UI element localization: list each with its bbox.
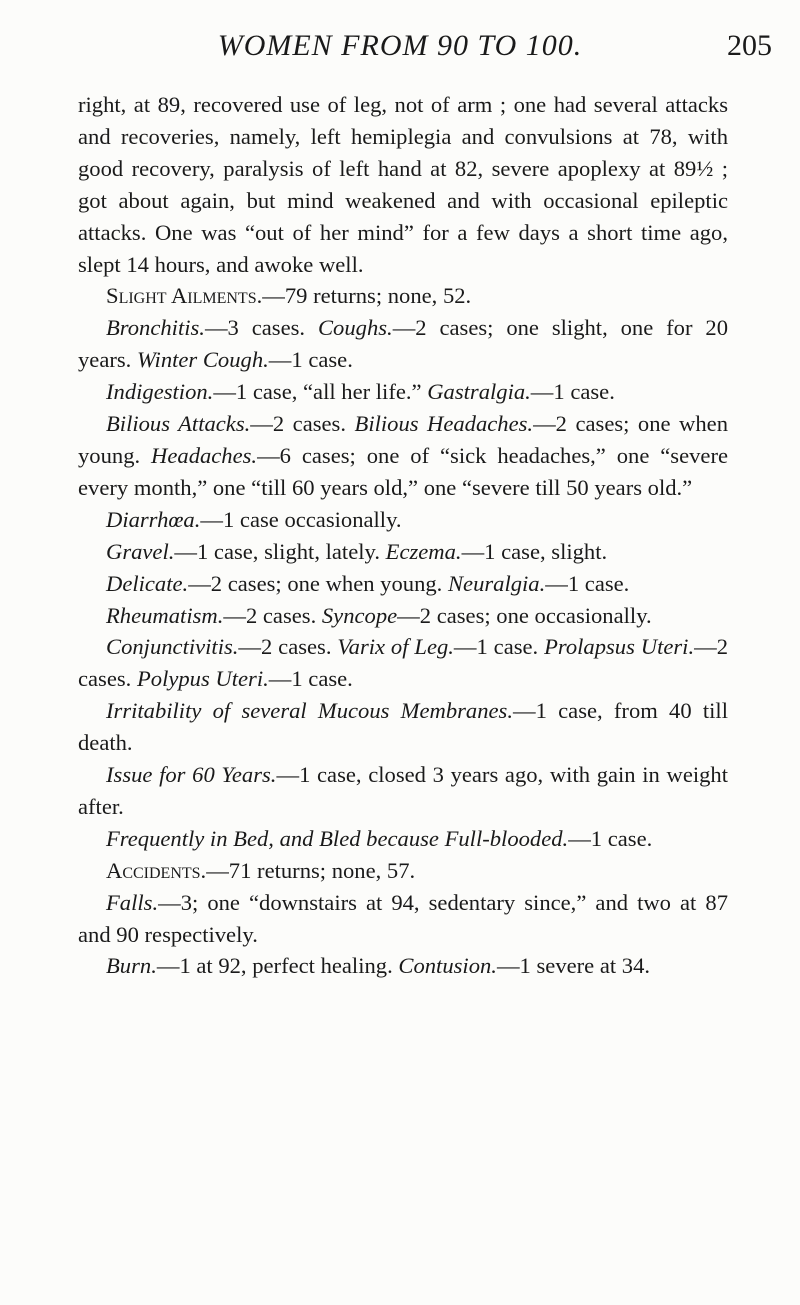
- ailment-text: —1 case, closed 3 years ago, with gain in weight after.: [78, 762, 729, 819]
- ailment-term: Neuralgia.: [447, 570, 546, 596]
- entry-bilious-headaches: [78, 408, 728, 504]
- entry-conjunctivitis: [78, 631, 728, 695]
- ailment-term: Winter Cough.: [136, 347, 269, 373]
- ailment-term: Eczema.: [385, 538, 462, 564]
- ailment-term: Indigestion.: [106, 379, 214, 405]
- section-heading: Slight Ailments.: [106, 283, 263, 309]
- running-title: WOMEN FROM 90 TO 100.: [217, 29, 583, 62]
- ailment-text: —2 cases; one slight, one for 20 years.: [78, 315, 728, 373]
- ailment-text: —1 case.: [268, 666, 353, 692]
- ailment-term: Irritability of several Mucous Membranes.: [106, 698, 514, 724]
- ailment-text: —3; one “downstairs at 94, sedentary since,” and two at 87 and 90 respectively.: [78, 889, 728, 947]
- ailment-term: Contusion.: [398, 953, 497, 979]
- ailment-term: Coughs.: [317, 315, 393, 341]
- ailment-text: —2 cases.: [78, 634, 728, 692]
- ailment-text: —1 case occasionally.: [200, 506, 402, 532]
- ailment-text: —1 case.: [268, 347, 353, 373]
- section-slight-ailments: [78, 280, 728, 312]
- ailment-text: —2 cases.: [250, 411, 355, 437]
- entry-bronchitis-coughs: [78, 312, 728, 376]
- ailment-term: Gastralgia.: [427, 379, 531, 405]
- ailment-term: Varix of Leg.: [337, 634, 454, 660]
- ailment-term: Burn.: [106, 953, 157, 979]
- ailment-term: Syncope: [321, 602, 398, 628]
- ailment-term: Gravel.: [106, 538, 175, 564]
- ailment-text: —2 cases; one when young.: [78, 411, 728, 468]
- ailment-text: —1 case, slight.: [461, 538, 608, 564]
- entry-diarrhoea: [78, 504, 728, 536]
- entry-frequently-in-bed: [78, 823, 728, 855]
- ailment-term: Falls.: [106, 889, 159, 915]
- section-text: —79 returns; none, 52.: [262, 283, 472, 309]
- ailment-term: Prolapsus Uteri.: [544, 634, 695, 660]
- ailment-text: —6 cases; one of “sick headaches,” one “severe every month,” one “till 60 years old,” one “severe till 50 years old.”: [78, 442, 729, 500]
- section-heading: Accidents.: [106, 857, 207, 883]
- ailment-term: Polypus Uteri.: [136, 666, 269, 692]
- section-accidents: [78, 855, 728, 887]
- page-number: 205: [727, 29, 772, 62]
- ailment-term: Delicate.: [106, 570, 189, 596]
- ailment-term: Rheumatism.: [106, 602, 224, 628]
- ailment-text: —1 case.: [453, 634, 545, 660]
- ailment-text: —1 case, “all her life.”: [213, 379, 428, 405]
- page-header: [0, 26, 800, 66]
- ailment-term: Conjunctivitis.: [106, 634, 239, 660]
- ailment-text: —1 case, from 40 till death.: [78, 698, 728, 756]
- ailment-text: —2 cases; one when young.: [188, 570, 448, 596]
- section-text: —71 returns; none, 57.: [206, 857, 416, 883]
- ailment-term: Frequently in Bed, and Bled because Full-blooded.: [106, 825, 569, 851]
- entry-gravel-eczema: [78, 536, 728, 568]
- ailment-text: —1 case, slight, lately.: [174, 538, 386, 564]
- entry-rheumatism-syncope: [78, 600, 728, 632]
- body-text: [78, 89, 728, 982]
- entry-falls: [78, 887, 728, 951]
- entry-issue: [78, 759, 728, 823]
- entry-indigestion: [78, 376, 728, 408]
- ailment-term: Bronchitis.: [106, 315, 205, 341]
- ailment-text: —2 cases; one occasionally.: [397, 602, 652, 628]
- paragraph-continuation: right, at 89, recovered use of leg, not of arm ; one had several attacks and recoveries, namely, left hemiplegia and convulsions at 78, with good recovery, paralysis of left hand at 82, severe apoplexy at 89½ ; got about again, but mind weakened and with occasional epileptic attacks. One was “out of her mind” for a few days a short time ago, slept 14 hours, and awoke well.: [78, 92, 728, 277]
- ailment-text: —3 cases.: [204, 315, 318, 341]
- ailment-text: —1 at 92, perfect healing.: [156, 953, 399, 979]
- ailment-text: —1 severe at 34.: [496, 953, 651, 979]
- ailment-text: —1 case.: [530, 379, 615, 405]
- ailment-term: Diarrhœa.: [106, 506, 201, 532]
- entry-delicate-neuralgia: [78, 568, 728, 600]
- ailment-term: Bilious Headaches.: [354, 411, 534, 437]
- ailment-text: —1 case.: [545, 570, 630, 596]
- ailment-term: Issue for 60 Years.: [106, 762, 277, 788]
- ailment-text: —2 cases.: [238, 634, 338, 660]
- ailment-term: Headaches.: [151, 442, 258, 468]
- entry-irritability: [78, 695, 728, 759]
- entry-burn-contusion: [78, 950, 728, 982]
- ailment-text: —2 cases.: [223, 602, 322, 628]
- ailment-term: Bilious Attacks.: [106, 411, 251, 437]
- ailment-text: —1 case.: [568, 825, 653, 851]
